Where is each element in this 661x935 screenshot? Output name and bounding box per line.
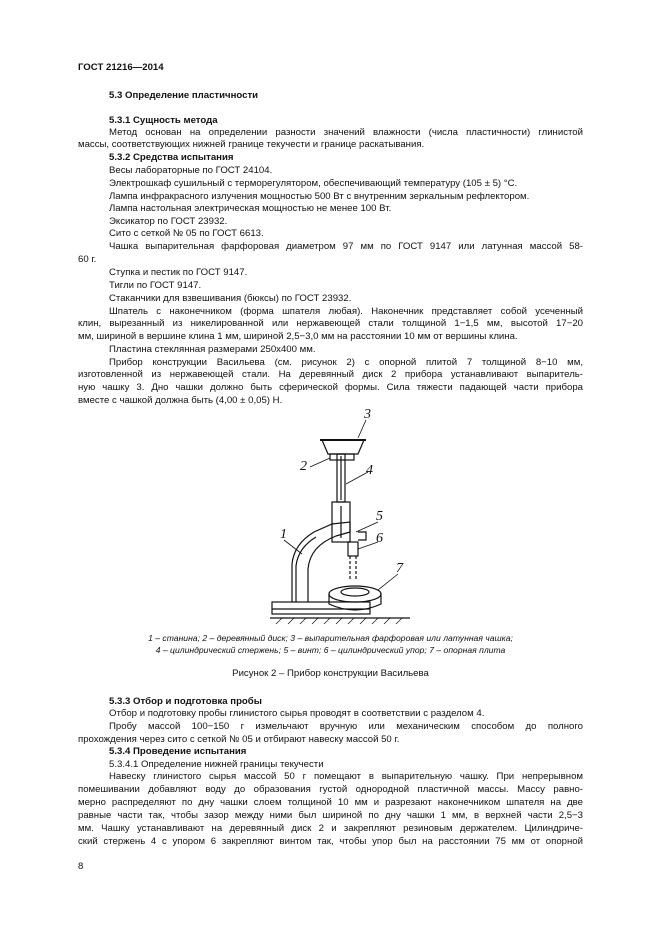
figure-vasiliev-apparatus (270, 404, 410, 629)
paragraph-line: мм. Чашку устанавливают на деревянный диск 2 и закрепляют резиновым держателем. Цилиндриче- (78, 823, 583, 834)
paragraph-line: Лампа настольная электрическая мощностью не менее 100 Вт. (109, 203, 392, 214)
paragraph-line: Пробу массой 100−150 г измельчают вручную или механическим способом до полного (109, 721, 583, 732)
paragraph-line: Эксикатор по ГОСТ 23932. (109, 216, 228, 227)
paragraph-line: Навеску глинистого сырья массой 50 г помещают в выпарительную чашку. При непрерывном (109, 771, 583, 782)
paragraph-line: ский стержень 4 с упором 6 закрепляют винтом так, чтобы упор был на расстоянии 75 мм от опорной (78, 836, 583, 847)
paragraph-line: Тигли по ГОСТ 9147. (109, 280, 202, 291)
paragraph-line: 60 г. (78, 254, 97, 265)
section-title: 5.3 Определение пластичности (109, 90, 259, 101)
paragraph-line: Ступка и пестик по ГОСТ 9147. (109, 267, 248, 278)
paragraph-line: Шпатель с наконечником (форма шпателя любая). Наконечник представляет собой усеченный (109, 306, 583, 317)
paragraph-line: изготовленной из нержавеющей стали. На деревянный диск 2 прибора устанавливают выпаритель- (78, 369, 583, 380)
callout-label-2: 2 (300, 459, 307, 474)
paragraph-line: Метод основан на определении разности значений влажности (числа пластичности) глинистой (109, 127, 583, 138)
document-header: ГОСТ 21216—2014 (78, 62, 164, 73)
subsection-heading-533: 5.3.3 Отбор и подготовка пробы (109, 696, 262, 707)
paragraph-line: клин, вырезанный из никелированной или нержавеющей стали толщиной 1−1,5 мм, высотой 17−20 (78, 318, 583, 329)
paragraph-line: Стаканчики для взвешивания (бюксы) по ГОСТ 23932. (109, 293, 352, 304)
figure-caption-line: 4 – цилиндрический стержень; 5 – винт; 6 – цилиндрический упор; 7 – опорная плита (155, 645, 506, 655)
paragraph-line: мерно распределяют по дну чашки слоем толщиной 10 мм и разрезают наконечником шпателя на две (78, 797, 583, 808)
paragraph-line: вместе с чашкой должна быть (4,00 ± 0,05) Н. (78, 395, 283, 406)
paragraph-line: Отбор и подготовку пробы глинистого сырья проводят в соответствии с разделом 4. (109, 708, 485, 719)
paragraph-line: Пластина стеклянная размерами 250х400 мм. (109, 344, 316, 355)
paragraph-line: массы, соответствующих нижней границе текучести и границе раскатывания. (78, 139, 425, 150)
subsubsection-heading-5341: 5.3.4.1 Определение нижней границы текучести (109, 759, 324, 770)
paragraph-line: равные части так, чтобы зазор между ними был шириной по дну чашки 1 мм, в верхней части 2,5−3 (78, 810, 583, 821)
paragraph-line: Сито с сеткой № 05 по ГОСТ 6613. (109, 228, 264, 239)
paragraph-line: Весы лабораторные по ГОСТ 24104. (109, 165, 273, 176)
figure-caption-line: 1 – станина; 2 – деревянный диск; 3 – выпарительная фарфоровая или латунная чашка; (148, 633, 513, 643)
paragraph-line: Электрошкаф сушильный с терморегулятором, обеспечивающий температуру (105 ± 5) °С. (109, 178, 518, 189)
apparatus-drawing (270, 404, 410, 629)
paragraph-line: Прибор конструкции Васильева (см. рисунок 2) с опорной плитой 7 толщиной 8−10 мм, (109, 357, 583, 368)
callout-label-1: 1 (280, 527, 287, 542)
callout-label-5: 5 (376, 509, 383, 524)
paragraph-line: мм, шириной в вершине клина 1 мм, шириной 2,5−3,0 мм на расстоянии 10 мм от вершины клина. (78, 331, 518, 342)
paragraph-line: Лампа инфракрасного излучения мощностью 500 Вт с внутренним зеркальным рефлектором. (109, 191, 530, 202)
paragraph-line: прохождения через сито с сеткой № 05 и отбирают навеску массой 50 г. (78, 734, 400, 745)
paragraph-line: Чашка выпарительная фарфоровая диаметром 97 мм по ГОСТ 9147 или латунная массой 58- (109, 241, 583, 252)
figure-title: Рисунок 2 – Прибор конструкции Васильева (232, 668, 429, 679)
callout-label-3: 3 (364, 407, 371, 422)
subsection-heading-531: 5.3.1 Сущность метода (109, 115, 218, 126)
callout-label-7: 7 (396, 561, 403, 576)
callout-label-6: 6 (376, 531, 383, 546)
subsection-heading-534: 5.3.4 Проведение испытания (109, 746, 247, 757)
subsection-heading-532: 5.3.2 Средства испытания (109, 152, 234, 163)
paragraph-line: ную чашку 3. Дно чашки должно быть сферической формы. Сила тяжести падающей части прибора (78, 382, 583, 393)
callout-label-4: 4 (366, 463, 373, 478)
paragraph-line: помешивании добавляют воду до образования густой однородной пластичной массы. Массу равно- (78, 784, 583, 795)
page-number: 8 (78, 861, 84, 872)
